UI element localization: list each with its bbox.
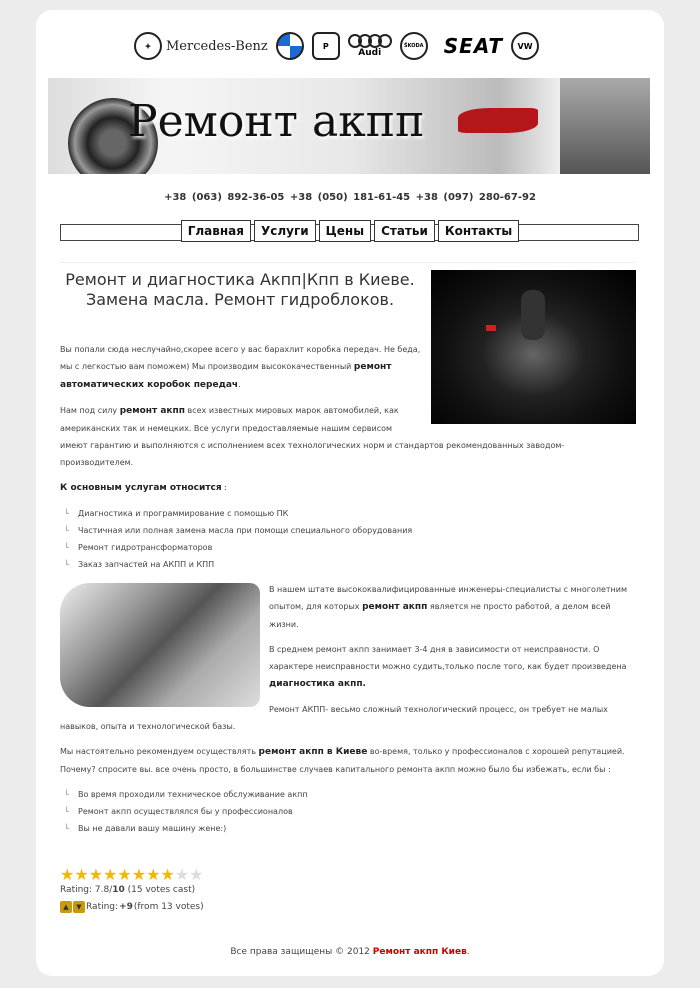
p6-bold: ремонт акпп в Киеве <box>258 747 368 757</box>
main-nav <box>0 220 700 242</box>
audi-rings-icon <box>352 34 392 48</box>
p3-end: является не просто работой, а делом всей жизни. <box>269 602 611 629</box>
gear-shifter-photo <box>431 270 636 424</box>
mercedes-star-icon: ✦ <box>134 32 162 60</box>
nav-home[interactable]: Главная <box>181 220 251 242</box>
car-taillight-image <box>458 108 538 133</box>
p3-bold: ремонт акпп <box>362 602 428 612</box>
rating-max: 10 <box>112 885 125 895</box>
phone-1[interactable]: +38 (063) 892-36-05 <box>164 192 285 203</box>
mercedes-text: Mercedes-Benz <box>166 38 268 54</box>
recommend-paragraph <box>60 743 636 778</box>
thumbs-label: Rating: <box>86 902 119 912</box>
list-item: └ Заказ запчастей на АКПП и КПП <box>62 556 636 573</box>
audi-text: Audi <box>358 48 382 58</box>
thumbs-votes: (from 13 votes) <box>133 902 204 912</box>
p1-bold: ремонт автоматических коробок передач <box>60 362 392 390</box>
rating-votes: (15 votes cast) <box>124 885 196 895</box>
p6-end: во-время, только у профессионалов с хорошей репутацией. Почему? спросите вы. все очень просто, в большинстве случаев капитального ремонта акпп можно было бы избежать, если бы : <box>60 747 625 774</box>
banner-title: Ремонт акпп <box>128 96 425 147</box>
star-icon[interactable]: ★ <box>131 865 147 884</box>
list-item: └ Во время проходили техническое обслуживание акпп <box>62 786 636 803</box>
header-banner <box>48 78 650 174</box>
thumbs-down-icon[interactable]: ▼ <box>73 901 85 913</box>
p6-text: Мы настоятельно рекомендуем осуществлять <box>60 747 259 756</box>
star-icon[interactable]: ★ <box>74 865 89 884</box>
divider <box>60 262 635 263</box>
footer <box>0 947 700 957</box>
services-list <box>62 505 636 573</box>
indicator-light <box>486 325 496 331</box>
porsche-logo[interactable]: P <box>312 32 340 60</box>
thumbs-value: +9 <box>119 902 133 912</box>
title-line-2: Замена масла. Ремонт гидроблоков. <box>85 290 395 309</box>
p4-bold: диагностика акпп. <box>269 679 366 689</box>
rating-summary <box>60 883 636 897</box>
shifter-knob <box>521 290 545 340</box>
copyright-text: Все права защищены © 2012 <box>230 947 373 957</box>
nav-articles[interactable]: Статьи <box>374 220 435 242</box>
list-item: └ Ремонт гидротрансформаторов <box>62 539 636 556</box>
page-title <box>60 270 420 310</box>
brand-logos <box>134 32 539 60</box>
phone-numbers <box>0 192 700 203</box>
seat-logo[interactable]: SEAT <box>443 34 504 58</box>
nav-contacts[interactable]: Контакты <box>438 220 519 242</box>
bmw-logo[interactable] <box>276 32 304 60</box>
footer-dot: . <box>466 947 470 957</box>
list-item: └ Ремонт акпп осуществлялся бы у профессионалов <box>62 803 636 820</box>
phone-3[interactable]: +38 (097) 280-67-92 <box>415 192 536 203</box>
p4-text: В среднем ремонт акпп занимает 3-4 дня в зависимости от неисправности. О характере неисправности можно судить,только после того, как будет произведена <box>269 645 627 671</box>
star-icon[interactable]: ★ <box>103 865 118 884</box>
nav-services[interactable]: Услуги <box>254 220 316 242</box>
transmission-photo <box>60 583 260 707</box>
star-icon[interactable]: ★ <box>88 865 104 884</box>
avoid-list <box>62 786 636 837</box>
services-title: К основным услугам относится <box>60 483 222 493</box>
p2-text: Нам под силу <box>60 406 120 415</box>
mercedes-logo[interactable] <box>134 32 268 60</box>
title-line-1: Ремонт и диагностика Акпп|Кпп в Киеве. <box>65 270 415 289</box>
star-icon[interactable]: ★ <box>160 865 175 884</box>
vw-logo[interactable]: VW <box>511 32 539 60</box>
audi-logo[interactable] <box>348 34 392 58</box>
star-icon[interactable]: ★ <box>117 865 132 884</box>
p1-text: Вы попали сюда неслучайно,скорее всего у вас барахлит коробка передач. Не беда, мы с легкостью вам поможем) Мы производим высококачественный <box>60 345 421 371</box>
services-colon: : <box>221 483 227 492</box>
thumbs-up-icon[interactable]: ▲ <box>60 901 72 913</box>
p3-text: В нашем штате высококвалифицированные инженеры-специалисты с многолетним опытом, для которых <box>269 585 627 611</box>
thumbs-rating <box>60 900 636 914</box>
p2-bold: ремонт акпп <box>119 406 185 416</box>
star-icon[interactable]: ★ <box>146 865 161 884</box>
phone-2[interactable]: +38 (050) 181-61-45 <box>289 192 411 203</box>
star-icon[interactable]: ★ <box>189 865 204 884</box>
main-content <box>60 270 636 914</box>
rating-label: Rating: 7.8/ <box>60 885 113 895</box>
list-item: └ Вы не давали вашу машину жене:) <box>62 820 636 837</box>
p1-end: . <box>238 380 241 389</box>
process-paragraph: Ремонт АКПП- весьмо сложный технологический процесс, он требует не малых навыков, опыта и технологической базы. <box>60 705 608 731</box>
star-icon[interactable]: ★ <box>174 865 190 884</box>
star-rating[interactable] <box>60 867 636 883</box>
nav-prices[interactable]: Цены <box>319 220 371 242</box>
skoda-logo[interactable]: ŠKODA <box>400 32 428 60</box>
gear-shifter-image <box>560 78 650 174</box>
footer-site-link[interactable]: Ремонт акпп Киев <box>372 947 467 957</box>
star-icon[interactable]: ★ <box>60 865 75 884</box>
list-item: └ Диагностика и программирование с помощью ПК <box>62 505 636 522</box>
list-item: └ Частичная или полная замена масла при помощи специального оборудования <box>62 522 636 539</box>
services-heading <box>60 479 636 497</box>
p2-end: всех известных мировых марок автомобилей, как американских так и немецких. Все услуги предоставляемые нашим сервисом имеют гарантию и выполняются с исполнением всех технологических норм и стандартов рекомендованных заводом-производителем. <box>60 406 565 467</box>
